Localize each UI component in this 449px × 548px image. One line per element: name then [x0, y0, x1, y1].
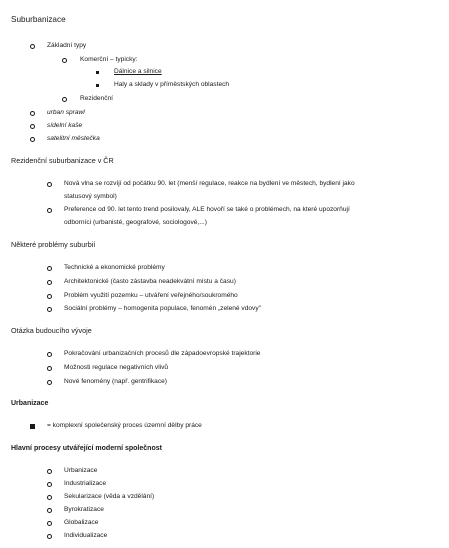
- list-item-otazka: Nové fenomény (např. gentrifikace): [64, 378, 167, 385]
- definition-urbanizace: = komplexní společenský proces územní dělby práce: [47, 422, 202, 429]
- list-item-otazka: Možnosti regulace negativních vlivů: [64, 364, 169, 371]
- bullet-circle: [30, 137, 35, 142]
- list-item-urban-sprawl: urban sprawl: [47, 109, 85, 116]
- heading-hlavni-procesy: Hlavní procesy utvářející moderní společnost: [11, 445, 162, 452]
- list-item-proces: Sekularizace (věda a vzdělání): [64, 493, 155, 500]
- paragraph-nova-vlna-line1: Nová vlna se rozvíjí od počátku 90. let (menší regulace, reakce na bydlení ve městech, bydlení jako: [64, 180, 355, 187]
- list-item-satelitni: satelitní městečka: [47, 135, 100, 142]
- bullet-square: [30, 424, 35, 429]
- bullet-circle: [47, 266, 52, 271]
- bullet-circle: [47, 208, 52, 213]
- list-item-proces: Globalizace: [64, 519, 99, 526]
- bullet-circle: [47, 534, 52, 539]
- heading-rezidencni-cr: Rezidenční suburbanizace v ČR: [11, 156, 114, 165]
- heading-problemy: Některé problémy suburbií: [11, 240, 96, 249]
- list-item-proces: Urbanizace: [64, 467, 98, 474]
- list-item-proces: Industrializace: [64, 480, 107, 487]
- bullet-circle: [47, 380, 52, 385]
- bullet-circle: [47, 182, 52, 187]
- heading-otazka: Otázka budoucího vývoje: [11, 326, 92, 335]
- list-item-zakladni-typy: Základní typy: [47, 42, 87, 49]
- list-item-haly: Haly a sklady v příměstských oblastech: [114, 81, 230, 88]
- list-item-otazka: Pokračování urbanizačních procesů dle západoevropské trajektorie: [64, 350, 261, 357]
- bullet-circle: [47, 521, 52, 526]
- bullet-circle: [47, 482, 52, 487]
- list-item-problem: Technické a ekonomické problémy: [64, 264, 165, 271]
- paragraph-nova-vlna-line2: statusový symbol): [64, 193, 117, 200]
- bullet-circle: [47, 294, 52, 299]
- list-item-sidelni-kase: sídelní kaše: [47, 122, 83, 129]
- list-item-problem: Problém využití pozemku – utváření veřejného/soukromého: [64, 292, 238, 299]
- heading-urbanizace: Urbanizace: [11, 400, 49, 407]
- bullet-circle: [62, 58, 67, 63]
- bullet-square: [96, 84, 99, 87]
- bullet-circle: [30, 44, 35, 49]
- list-item-komercni: Komerční – typicky:: [80, 56, 138, 63]
- heading-suburbanizace: Suburbanizace: [11, 15, 66, 24]
- list-item-proces: Byrokratizace: [64, 506, 104, 513]
- bullet-circle: [47, 508, 52, 513]
- bullet-circle: [47, 307, 52, 312]
- bullet-circle: [62, 97, 67, 102]
- bullet-circle: [30, 124, 35, 129]
- bullet-circle: [30, 111, 35, 116]
- bullet-square: [96, 71, 99, 74]
- paragraph-preference-line1: Preference od 90. let tento trend posilovaly, ALE hovoří se také o problémech, na které upozorňují: [64, 206, 350, 213]
- list-item-problem: Sociální problémy – homogenita populace, fenomén „zelené vdovy": [64, 305, 261, 312]
- list-item-rezidencni: Rezidenční: [80, 95, 113, 102]
- bullet-circle: [47, 469, 52, 474]
- bullet-circle: [47, 280, 52, 285]
- list-item-problem: Architektonické (často zástavba neadekvátní místu a času): [64, 278, 236, 285]
- bullet-circle: [47, 495, 52, 500]
- list-item-proces: Individualizace: [64, 532, 108, 539]
- bullet-circle: [47, 352, 52, 357]
- list-item-dalnice: Dálnice a silnice: [114, 68, 162, 75]
- paragraph-preference-line2: odborníci (urbanisté, geografové, sociologové,...): [64, 219, 207, 226]
- bullet-circle: [47, 366, 52, 371]
